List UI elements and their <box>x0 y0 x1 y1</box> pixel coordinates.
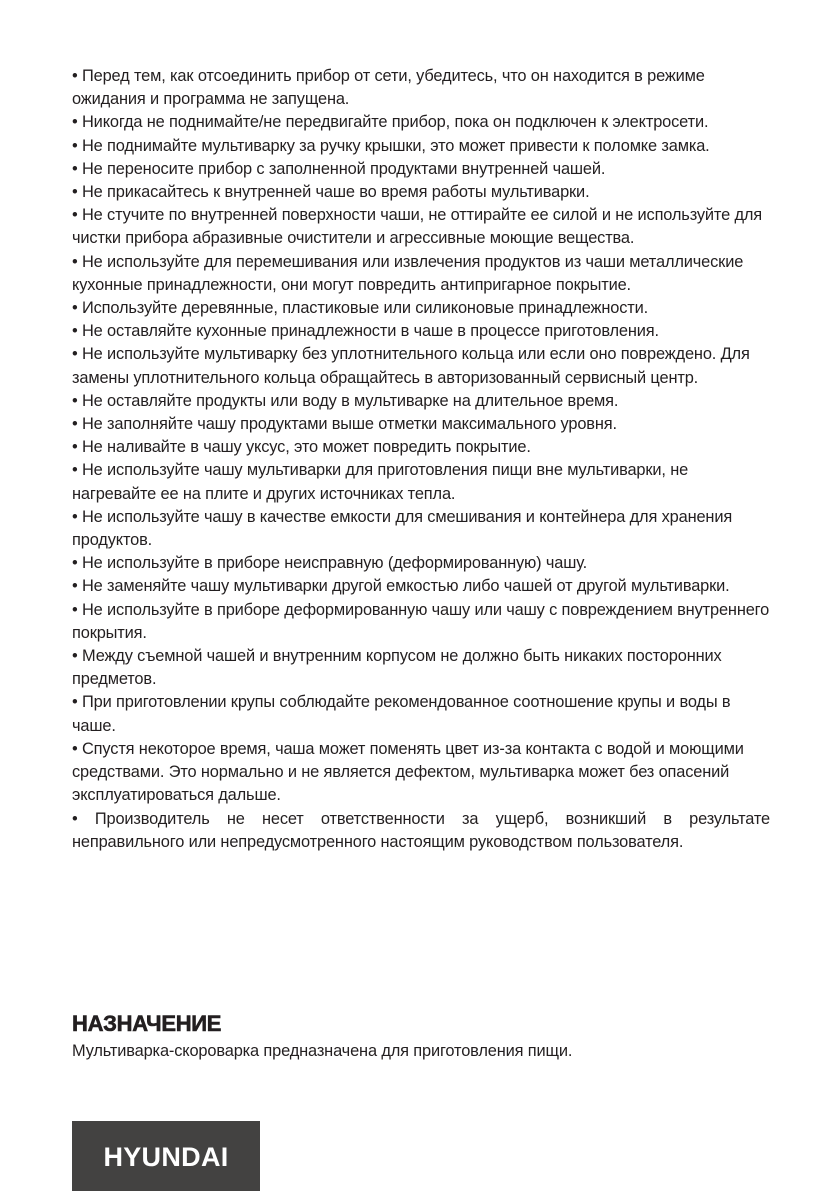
rule-item-disclaimer <box>72 808 770 854</box>
rule-text: Не заполняйте чашу продуктами выше отметки максимального уровня. <box>82 415 617 434</box>
rule-text: Не используйте в приборе деформированную чашу или чашу с повреждением внутреннего покрытия. <box>72 600 770 642</box>
rule-item <box>72 691 770 737</box>
rule-text: Не стучите по внутренней поверхности чаши, не оттирайте ее силой и не используйте для чистки прибора абразивные очистители и агрессивные моющие вещества. <box>72 206 763 248</box>
bullet-icon: • <box>72 809 78 828</box>
rule-item <box>72 343 770 389</box>
rule-text: Не заменяйте чашу мультиварки другой емкостью либо чашей от другой мультиварки. <box>82 577 730 596</box>
safety-rules-list <box>72 65 770 854</box>
bullet-icon: • <box>72 252 78 271</box>
bullet-icon: • <box>72 415 78 434</box>
rule-text: Не используйте чашу мультиварки для приготовления пищи вне мультиварки, не нагревайте ее на плите и других источниках тепла. <box>72 461 689 503</box>
purpose-section <box>72 1011 770 1063</box>
rule-item <box>72 738 770 808</box>
bullet-icon: • <box>72 299 78 318</box>
rule-text: При приготовлении крупы соблюдайте рекомендованное соотношение крупы и воды в чаше. <box>72 693 731 735</box>
rule-item <box>72 135 770 158</box>
bullet-icon: • <box>72 113 78 132</box>
bullet-icon: • <box>72 183 78 202</box>
bullet-icon: • <box>72 438 78 457</box>
bullet-icon: • <box>72 693 78 712</box>
rule-item <box>72 390 770 413</box>
bullet-icon: • <box>72 577 78 596</box>
rule-item <box>72 251 770 297</box>
rule-item <box>72 320 770 343</box>
rule-text: Используйте деревянные, пластиковые или силиконовые принадлежности. <box>82 299 649 318</box>
rule-text: Не оставляйте продукты или воду в мультиварке на длительное время. <box>82 391 619 410</box>
rule-text: Не прикасайтесь к внутренней чаше во время работы мультиварки. <box>82 183 590 202</box>
bullet-icon: • <box>72 391 78 410</box>
safety-rules-block <box>72 65 770 854</box>
rule-item <box>72 297 770 320</box>
rule-text: Не оставляйте кухонные принадлежности в чаше в процессе приготовления. <box>82 322 659 341</box>
rule-item <box>72 181 770 204</box>
rule-text: Производитель не несет ответственности за ущерб, возникший в результате неправильного или непредусмотренного настоящим руководством пользователя. <box>72 809 771 851</box>
bullet-icon: • <box>72 159 78 178</box>
bullet-icon: • <box>72 67 78 85</box>
bullet-icon: • <box>72 322 78 341</box>
brand-logo <box>72 1121 260 1191</box>
rule-text: Не используйте для перемешивания или извлечения продуктов из чаши металлические кухонные принадлежности, они могут повредить антипригарное покрытие. <box>72 252 744 294</box>
bullet-icon: • <box>72 345 78 364</box>
section-heading: НАЗНАЧЕНИЕ <box>72 1011 222 1036</box>
rule-text: Между съемной чашей и внутренним корпусом не должно быть никаких посторонних предметов. <box>72 647 722 689</box>
rule-item <box>72 436 770 459</box>
bullet-icon: • <box>72 507 78 526</box>
rule-item <box>72 413 770 436</box>
rule-text: Не наливайте в чашу уксус, это может повредить покрытие. <box>82 438 531 457</box>
rule-text: Перед тем, как отсоединить прибор от сети, убедитесь, что он находится в режиме ожидания и программа не запущена. <box>72 67 705 109</box>
bullet-icon: • <box>72 461 78 480</box>
rule-item <box>72 552 770 575</box>
rule-text: Не используйте мультиварку без уплотнительного кольца или если оно повреждено. Для замены уплотнительного кольца обращайтесь в авторизованный сервисный центр. <box>72 345 750 387</box>
bullet-icon: • <box>72 739 78 758</box>
rule-text: Не используйте в приборе неисправную (деформированную) чашу. <box>82 554 588 573</box>
rule-item <box>72 204 770 250</box>
rule-item <box>72 599 770 645</box>
rule-text: Спустя некоторое время, чаша может поменять цвет из-за контакта с водой и моющими средствами. Это нормально и не является дефектом, мультиварка может без опасений эксплуатироваться дальше. <box>72 739 744 805</box>
rule-text: Не поднимайте мультиварку за ручку крышки, это может привести к поломке замка. <box>82 136 710 155</box>
rule-item <box>72 111 770 134</box>
rule-text: Не используйте чашу в качестве емкости для смешивания и контейнера для хранения продуктов. <box>72 507 733 550</box>
bullet-icon: • <box>72 206 78 225</box>
bullet-icon: • <box>72 647 78 666</box>
rule-item <box>72 575 770 598</box>
bullet-icon: • <box>72 136 78 155</box>
rule-item <box>72 158 770 181</box>
bullet-icon: • <box>72 600 78 619</box>
brand-logo-text: HYUNDAI <box>103 1141 229 1172</box>
rule-item <box>72 459 770 505</box>
bullet-icon: • <box>72 554 78 573</box>
section-text: Мультиварка-скороварка предназначена для приготовления пищи. <box>72 1042 573 1060</box>
rule-item <box>72 506 770 552</box>
rule-item <box>72 645 770 691</box>
rule-text: Не переносите прибор с заполненной продуктами внутренней чашей. <box>82 159 606 178</box>
rule-text: Никогда не поднимайте/не передвигайте прибор, пока он подключен к электросети. <box>82 113 709 132</box>
rule-item <box>72 65 770 111</box>
